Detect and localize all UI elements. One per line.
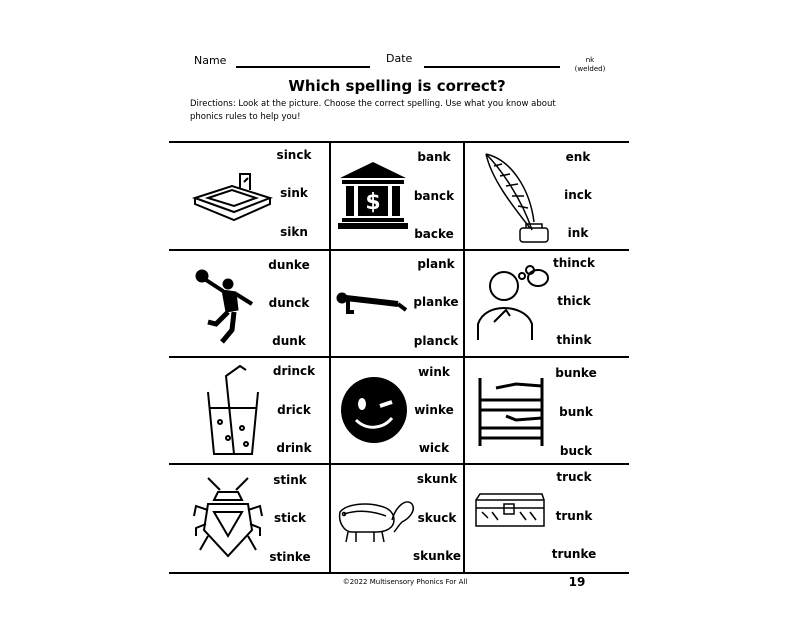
- bank-icon: [338, 160, 408, 230]
- bunk-bed-icon: [476, 376, 548, 448]
- choice-word[interactable]: thick: [557, 294, 591, 308]
- thinking-person-icon: [476, 262, 550, 342]
- choice-word[interactable]: enk: [565, 150, 591, 164]
- choice-word[interactable]: dunke: [268, 258, 310, 272]
- choice-word[interactable]: banck: [413, 189, 455, 203]
- choice-word[interactable]: thinck: [552, 256, 596, 270]
- directions: [190, 98, 630, 124]
- corner-note: [570, 56, 610, 74]
- choice-word[interactable]: trunke: [551, 547, 597, 561]
- choice-word[interactable]: stinke: [269, 550, 311, 564]
- grid-line: [169, 463, 629, 465]
- grid-line: [169, 141, 629, 143]
- choice-word[interactable]: drick: [277, 403, 311, 417]
- choice-word[interactable]: skunk: [416, 472, 458, 486]
- choice-word[interactable]: ink: [567, 226, 589, 240]
- choice-word[interactable]: winke: [414, 403, 454, 417]
- choice-word[interactable]: wink: [418, 365, 450, 379]
- name-label: Name: [194, 54, 227, 67]
- choice-word[interactable]: sinck: [276, 148, 312, 162]
- name-field[interactable]: [236, 66, 370, 68]
- quill-ink-icon: [482, 150, 554, 246]
- grid-line: [329, 141, 331, 574]
- choice-word[interactable]: dunk: [272, 334, 306, 348]
- choice-word[interactable]: stink: [273, 473, 307, 487]
- choice-word[interactable]: think: [556, 333, 592, 347]
- choice-word[interactable]: sink: [280, 186, 308, 200]
- choice-word[interactable]: plank: [417, 257, 455, 271]
- stink-bug-icon: [192, 476, 264, 564]
- plank-exercise-icon: [334, 290, 410, 316]
- grid-line: [169, 249, 629, 251]
- drink-glass-icon: [206, 362, 264, 458]
- date-field[interactable]: [424, 66, 560, 68]
- skunk-icon: [336, 492, 416, 544]
- copyright: ©2022 Multisensory Phonics For All: [342, 578, 468, 586]
- choice-word[interactable]: bunk: [559, 405, 593, 419]
- page-title: Which spelling is correct?: [288, 77, 506, 95]
- choice-word[interactable]: truck: [556, 470, 592, 484]
- choice-word[interactable]: drinck: [272, 364, 316, 378]
- choice-word[interactable]: stick: [273, 511, 307, 525]
- choice-word[interactable]: planck: [413, 334, 459, 348]
- corner-note-line1: nk: [585, 56, 595, 64]
- svg-text:$: $: [365, 190, 381, 215]
- grid-line: [169, 356, 629, 358]
- choice-word[interactable]: sikn: [280, 225, 308, 239]
- choice-word[interactable]: dunck: [268, 296, 310, 310]
- grid-line: [169, 572, 629, 574]
- page-number: 19: [568, 575, 586, 589]
- grid-line: [463, 141, 465, 574]
- directions-line2: phonics rules to help you!: [190, 112, 301, 122]
- choice-word[interactable]: wick: [418, 441, 450, 455]
- corner-note-line2: (welded): [574, 65, 606, 73]
- choice-word[interactable]: trunk: [555, 509, 593, 523]
- winking-face-icon: [340, 376, 408, 444]
- choice-word[interactable]: buck: [559, 444, 593, 458]
- date-label: Date: [386, 52, 413, 65]
- choice-word[interactable]: bank: [417, 150, 451, 164]
- choice-word[interactable]: backe: [414, 227, 454, 241]
- choice-word[interactable]: planke: [413, 295, 459, 309]
- choice-word[interactable]: bunke: [555, 366, 597, 380]
- directions-line1: Directions: Look at the picture. Choose the correct spelling. Use what you know about: [190, 99, 556, 109]
- sink-icon: [190, 168, 274, 224]
- treasure-trunk-icon: [474, 492, 548, 530]
- choice-word[interactable]: drink: [276, 441, 312, 455]
- basketball-dunk-icon: [192, 266, 258, 346]
- choice-word[interactable]: skunke: [412, 549, 461, 563]
- choice-word[interactable]: skuck: [417, 511, 457, 525]
- choice-word[interactable]: inck: [564, 188, 592, 202]
